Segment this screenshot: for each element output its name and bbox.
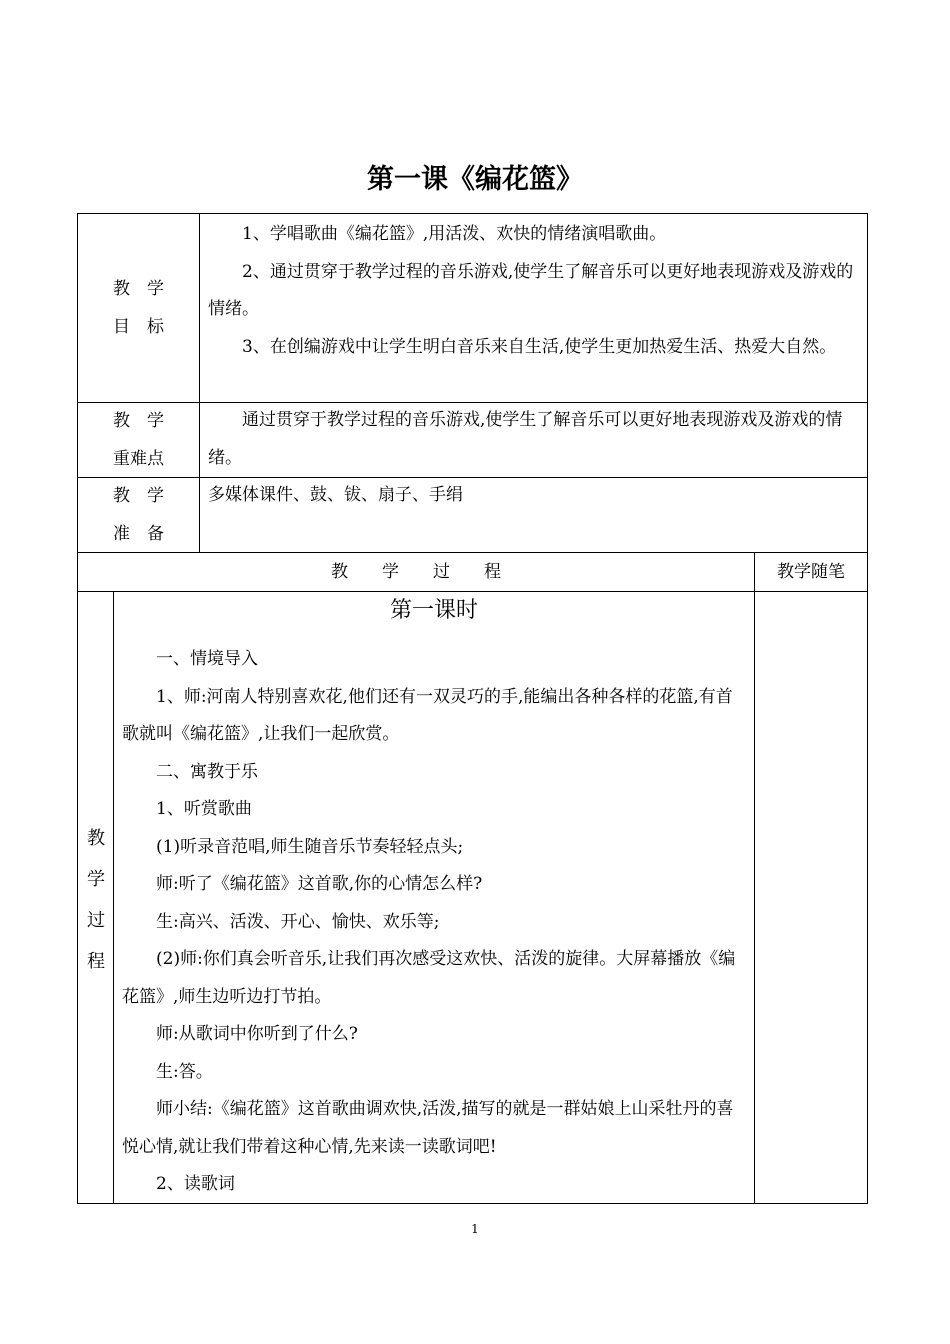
prep-text (208, 477, 860, 515)
process-line: 师小结:《编花篮》这首歌曲调欢快,活泼,描写的就是一群姑娘上山采牡丹的喜悦心情,就让我们带着这种心情,先来读一读歌词吧! (122, 1099, 734, 1157)
process-side-char-4: 程 (87, 951, 105, 972)
process-side-char-2: 学 (87, 869, 105, 890)
process-text (122, 641, 748, 1204)
process-line: 1、听赏歌曲 (156, 799, 252, 819)
process-line: 师:从歌词中你听到了什么? (156, 1024, 358, 1044)
goal-item-1: 1、学唱歌曲《编花篮》,用活泼、欢快的情绪演唱歌曲。 (242, 224, 667, 244)
prep-paragraph: 多媒体课件、鼓、钹、扇子、手绢 (208, 485, 463, 505)
difficulty-label (78, 402, 199, 478)
label-column-divider (199, 213, 200, 552)
goal-item-3: 3、在创编游戏中让学生明白音乐来自生活,使学生更加热爱生活、热爱大自然。 (242, 336, 837, 357)
process-line: 师:听了《编花篮》这首歌,你的心情怎么样? (156, 874, 483, 894)
session-title: 第一课时 (389, 598, 478, 623)
difficulty-label-line2: 重难点 (113, 449, 164, 469)
prep-label (78, 477, 199, 553)
goals-label-line1: 教 学 (113, 279, 164, 299)
page-number: 1 (471, 1222, 479, 1236)
prep-label-line2: 准 备 (113, 524, 164, 544)
page-title: 第一课《编花篮》 (367, 164, 583, 195)
process-line: 二、寓教于乐 (156, 761, 258, 782)
difficulty-label-line1: 教 学 (113, 411, 164, 431)
process-line: (1)听录音范唱,师生随音乐节奏轻轻点头; (156, 836, 464, 857)
process-line: 生:高兴、活泼、开心、愉快、欢乐等; (156, 911, 440, 932)
goals-label-line2: 目 标 (113, 317, 164, 337)
process-line: (2)师:你们真会听音乐,让我们再次感受这欢快、活泼的旋律。大屏幕播放《编花篮》,师生边听边打节拍。 (122, 949, 736, 1007)
process-side-char-1: 教 (87, 828, 105, 849)
process-line: 一、情境导入 (156, 649, 258, 669)
process-header: 教 学 过 程 (331, 562, 501, 582)
goals-label (78, 270, 199, 346)
difficulty-text (208, 402, 860, 477)
process-line: 生:答。 (156, 1061, 213, 1082)
prep-label-line1: 教 学 (113, 486, 164, 506)
notes-column-divider (754, 552, 755, 1204)
goals-text (208, 216, 860, 366)
goal-item-2: 2、通过贯穿于教学过程的音乐游戏,使学生了解音乐可以更好地表现游戏及游戏的情绪。 (208, 261, 854, 319)
process-side-label (78, 818, 114, 982)
process-side-char-3: 过 (87, 910, 105, 931)
notes-header: 教学随笔 (777, 562, 845, 582)
process-line: 2、读歌词 (156, 1174, 235, 1194)
process-line: 1、师:河南人特别喜欢花,他们还有一双灵巧的手,能编出各种各样的花篮,有首歌就叫《编花篮》,让我们一起欣赏。 (122, 686, 733, 744)
difficulty-paragraph: 通过贯穿于教学过程的音乐游戏,使学生了解音乐可以更好地表现游戏及游戏的情绪。 (208, 410, 843, 468)
